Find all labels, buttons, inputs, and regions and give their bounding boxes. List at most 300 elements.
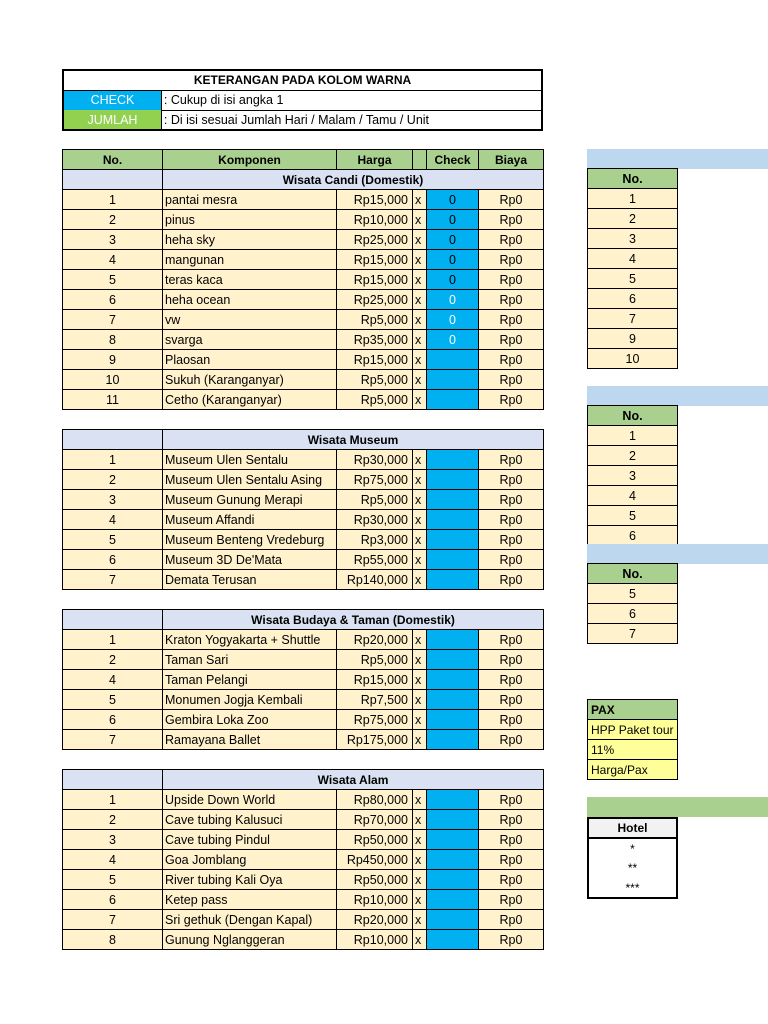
panel-header-row xyxy=(588,406,678,426)
component-name: Taman Pelangi xyxy=(163,670,337,690)
panel-header-row xyxy=(588,169,678,189)
panel-number: 4 xyxy=(588,249,678,269)
check-input[interactable]: 0 xyxy=(427,190,479,210)
table-row xyxy=(63,290,544,310)
component-name: Museum Benteng Vredeburg xyxy=(163,530,337,550)
multiply-mark: x xyxy=(413,890,427,910)
row-number: 5 xyxy=(63,870,163,890)
component-price: Rp80,000 xyxy=(337,790,413,810)
panel-row xyxy=(588,604,678,624)
row-number: 3 xyxy=(63,490,163,510)
right-panel-3 xyxy=(587,563,678,644)
spacer-cell xyxy=(63,750,544,770)
right-panel-2-bar xyxy=(587,386,768,406)
component-price: Rp5,000 xyxy=(337,390,413,410)
panel-row xyxy=(588,486,678,506)
right-panel-3-bar xyxy=(587,544,768,564)
panel-number: 4 xyxy=(588,486,678,506)
check-input[interactable] xyxy=(427,570,479,590)
row-number: 1 xyxy=(63,630,163,650)
component-name: Gembira Loka Zoo xyxy=(163,710,337,730)
row-number: 1 xyxy=(63,790,163,810)
component-cost: Rp0 xyxy=(479,450,544,470)
panel-number: 7 xyxy=(588,309,678,329)
section-spacer xyxy=(63,590,544,610)
check-input[interactable] xyxy=(427,690,479,710)
section-title: Wisata Museum xyxy=(163,430,544,450)
component-name: Upside Down World xyxy=(163,790,337,810)
component-name: Museum Ulen Sentalu Asing xyxy=(163,470,337,490)
multiply-mark: x xyxy=(413,570,427,590)
component-cost: Rp0 xyxy=(479,370,544,390)
section-no-cell xyxy=(63,170,163,190)
component-cost: Rp0 xyxy=(479,490,544,510)
component-price: Rp75,000 xyxy=(337,470,413,490)
table-row xyxy=(63,210,544,230)
row-number: 4 xyxy=(63,250,163,270)
table-row xyxy=(63,510,544,530)
legend-check-tag: CHECK xyxy=(63,90,161,110)
check-input[interactable] xyxy=(427,350,479,370)
component-name: pantai mesra xyxy=(163,190,337,210)
row-number: 8 xyxy=(63,930,163,950)
check-input[interactable] xyxy=(427,630,479,650)
component-cost: Rp0 xyxy=(479,650,544,670)
table-row xyxy=(63,330,544,350)
row-number: 2 xyxy=(63,810,163,830)
multiply-mark: x xyxy=(413,210,427,230)
component-price: Rp15,000 xyxy=(337,190,413,210)
panel-number: 3 xyxy=(588,466,678,486)
row-number: 5 xyxy=(63,270,163,290)
multiply-mark: x xyxy=(413,270,427,290)
component-cost: Rp0 xyxy=(479,470,544,490)
row-number: 6 xyxy=(63,890,163,910)
multiply-mark: x xyxy=(413,510,427,530)
table-row xyxy=(63,530,544,550)
component-name: heha ocean xyxy=(163,290,337,310)
panel-row xyxy=(588,446,678,466)
check-input[interactable] xyxy=(427,830,479,850)
table-row xyxy=(63,890,544,910)
panel-number: 6 xyxy=(588,604,678,624)
row-number: 10 xyxy=(63,370,163,390)
row-number: 6 xyxy=(63,710,163,730)
component-price: Rp5,000 xyxy=(337,490,413,510)
component-name: Kraton Yogyakarta + Shuttle xyxy=(163,630,337,650)
section-title-row xyxy=(63,170,544,190)
component-price: Rp15,000 xyxy=(337,670,413,690)
panel-row xyxy=(588,249,678,269)
check-input[interactable] xyxy=(427,530,479,550)
component-name: Monumen Jogja Kembali xyxy=(163,690,337,710)
check-input[interactable] xyxy=(427,890,479,910)
row-number: 1 xyxy=(63,450,163,470)
component-cost: Rp0 xyxy=(479,910,544,930)
component-name: Sri gethuk (Dengan Kapal) xyxy=(163,910,337,930)
table-row xyxy=(63,870,544,890)
component-price: Rp5,000 xyxy=(337,650,413,670)
component-name: Demata Terusan xyxy=(163,570,337,590)
panel-row xyxy=(588,506,678,526)
table-row xyxy=(63,270,544,290)
multiply-mark: x xyxy=(413,310,427,330)
component-price: Rp20,000 xyxy=(337,910,413,930)
multiply-mark: x xyxy=(413,450,427,470)
component-name: Goa Jomblang xyxy=(163,850,337,870)
panel-header: No. xyxy=(588,406,678,426)
color-legend xyxy=(62,69,543,131)
component-cost: Rp0 xyxy=(479,290,544,310)
panel-number: 7 xyxy=(588,624,678,644)
component-cost: Rp0 xyxy=(479,710,544,730)
check-input[interactable] xyxy=(427,850,479,870)
panel-number: 6 xyxy=(588,526,678,546)
check-input[interactable] xyxy=(427,710,479,730)
panel-row xyxy=(588,329,678,349)
check-input[interactable]: 0 xyxy=(427,230,479,250)
multiply-mark: x xyxy=(413,250,427,270)
check-input[interactable]: 0 xyxy=(427,330,479,350)
spacer-cell xyxy=(63,410,544,430)
component-name: vw xyxy=(163,310,337,330)
hotel-star-1[interactable]: * xyxy=(588,838,677,858)
check-input[interactable] xyxy=(427,370,479,390)
check-input[interactable]: 0 xyxy=(427,290,479,310)
component-price: Rp50,000 xyxy=(337,830,413,850)
table-row xyxy=(63,790,544,810)
check-input[interactable] xyxy=(427,550,479,570)
row-number: 2 xyxy=(63,470,163,490)
section-title-row xyxy=(63,770,544,790)
section-no-cell xyxy=(63,610,163,630)
panel-row xyxy=(588,269,678,289)
section-title: Wisata Budaya & Taman (Domestik) xyxy=(163,610,544,630)
table-row xyxy=(63,550,544,570)
section-title-row xyxy=(63,610,544,630)
pax-percent[interactable]: 11% xyxy=(588,740,678,760)
row-number: 4 xyxy=(63,670,163,690)
component-name: Museum Gunung Merapi xyxy=(163,490,337,510)
right-panel-1-bar xyxy=(587,149,768,169)
component-name: svarga xyxy=(163,330,337,350)
component-cost: Rp0 xyxy=(479,510,544,530)
check-input[interactable] xyxy=(427,790,479,810)
table-row xyxy=(63,450,544,470)
panel-number: 5 xyxy=(588,584,678,604)
table-row xyxy=(63,390,544,410)
component-name: pinus xyxy=(163,210,337,230)
check-input[interactable]: 0 xyxy=(427,210,479,230)
panel-row xyxy=(588,189,678,209)
component-cost: Rp0 xyxy=(479,330,544,350)
right-panel-1 xyxy=(587,168,678,369)
component-cost: Rp0 xyxy=(479,550,544,570)
row-number: 7 xyxy=(63,910,163,930)
multiply-mark: x xyxy=(413,730,427,750)
component-price: Rp30,000 xyxy=(337,510,413,530)
panel-header: No. xyxy=(588,169,678,189)
right-panel-2 xyxy=(587,405,678,546)
check-input[interactable]: 0 xyxy=(427,270,479,290)
panel-row xyxy=(588,584,678,604)
row-number: 9 xyxy=(63,350,163,370)
multiply-mark: x xyxy=(413,870,427,890)
panel-row xyxy=(588,229,678,249)
component-name: Ketep pass xyxy=(163,890,337,910)
component-price: Rp5,000 xyxy=(337,310,413,330)
component-cost: Rp0 xyxy=(479,690,544,710)
row-number: 1 xyxy=(63,190,163,210)
component-name: Cave tubing Pindul xyxy=(163,830,337,850)
table-row xyxy=(63,650,544,670)
pax-label: PAX xyxy=(588,700,678,720)
multiply-mark: x xyxy=(413,670,427,690)
hotel-star-2[interactable]: ** xyxy=(588,858,677,878)
legend-jumlah-tag: JUMLAH xyxy=(63,110,161,130)
table-row xyxy=(63,830,544,850)
multiply-mark: x xyxy=(413,290,427,310)
multiply-mark: x xyxy=(413,190,427,210)
panel-number: 2 xyxy=(588,446,678,466)
panel-number: 5 xyxy=(588,269,678,289)
check-input[interactable] xyxy=(427,390,479,410)
component-price: Rp10,000 xyxy=(337,210,413,230)
component-cost: Rp0 xyxy=(479,570,544,590)
multiply-mark: x xyxy=(413,790,427,810)
component-price: Rp70,000 xyxy=(337,810,413,830)
component-cost: Rp0 xyxy=(479,530,544,550)
component-name: heha sky xyxy=(163,230,337,250)
component-cost: Rp0 xyxy=(479,270,544,290)
multiply-mark: x xyxy=(413,810,427,830)
component-price: Rp7,500 xyxy=(337,690,413,710)
component-price: Rp30,000 xyxy=(337,450,413,470)
pax-price[interactable]: Harga/Pax xyxy=(588,760,678,780)
check-input[interactable] xyxy=(427,730,479,750)
hotel-star-3[interactable]: *** xyxy=(588,878,677,898)
component-cost: Rp0 xyxy=(479,810,544,830)
multiply-mark: x xyxy=(413,490,427,510)
row-number: 5 xyxy=(63,530,163,550)
hotel-bar xyxy=(587,797,768,817)
check-input[interactable] xyxy=(427,510,479,530)
check-input[interactable] xyxy=(427,930,479,950)
row-number: 4 xyxy=(63,510,163,530)
component-cost: Rp0 xyxy=(479,790,544,810)
row-number: 5 xyxy=(63,690,163,710)
hotel-box xyxy=(587,817,678,899)
component-cost: Rp0 xyxy=(479,310,544,330)
section-title: Wisata Alam xyxy=(163,770,544,790)
panel-number: 1 xyxy=(588,189,678,209)
panel-row xyxy=(588,289,678,309)
component-name: mangunan xyxy=(163,250,337,270)
row-number: 7 xyxy=(63,570,163,590)
panel-number: 9 xyxy=(588,329,678,349)
component-price: Rp10,000 xyxy=(337,930,413,950)
multiply-mark: x xyxy=(413,630,427,650)
component-cost: Rp0 xyxy=(479,870,544,890)
multiply-mark: x xyxy=(413,930,427,950)
header-no: No. xyxy=(63,150,163,170)
component-price: Rp175,000 xyxy=(337,730,413,750)
pax-hpp[interactable]: HPP Paket tour xyxy=(588,720,678,740)
row-number: 7 xyxy=(63,310,163,330)
component-price: Rp25,000 xyxy=(337,230,413,250)
legend-check-desc: : Cukup di isi angka 1 xyxy=(161,90,542,110)
multiply-mark: x xyxy=(413,230,427,250)
panel-header: No. xyxy=(588,564,678,584)
section-title-row xyxy=(63,430,544,450)
component-cost: Rp0 xyxy=(479,830,544,850)
table-row xyxy=(63,230,544,250)
check-input[interactable] xyxy=(427,470,479,490)
section-spacer xyxy=(63,750,544,770)
section-spacer xyxy=(63,410,544,430)
check-input[interactable] xyxy=(427,670,479,690)
component-cost: Rp0 xyxy=(479,250,544,270)
panel-row xyxy=(588,309,678,329)
component-price: Rp5,000 xyxy=(337,370,413,390)
component-name: Cetho (Karanganyar) xyxy=(163,390,337,410)
multiply-mark: x xyxy=(413,530,427,550)
legend-jumlah-desc: : Di isi sesuai Jumlah Hari / Malam / Tamu / Unit xyxy=(161,110,542,130)
component-price: Rp25,000 xyxy=(337,290,413,310)
component-cost: Rp0 xyxy=(479,850,544,870)
table-row xyxy=(63,310,544,330)
panel-number: 6 xyxy=(588,289,678,309)
section-title: Wisata Candi (Domestik) xyxy=(163,170,544,190)
row-number: 3 xyxy=(63,830,163,850)
component-name: Taman Sari xyxy=(163,650,337,670)
check-input[interactable] xyxy=(427,650,479,670)
table-row xyxy=(63,570,544,590)
multiply-mark: x xyxy=(413,330,427,350)
table-row xyxy=(63,910,544,930)
header-harga: Harga xyxy=(337,150,413,170)
table-row xyxy=(63,710,544,730)
component-name: Museum Ulen Sentalu xyxy=(163,450,337,470)
table-row xyxy=(63,730,544,750)
multiply-mark: x xyxy=(413,390,427,410)
component-price: Rp55,000 xyxy=(337,550,413,570)
component-cost: Rp0 xyxy=(479,190,544,210)
section-no-cell xyxy=(63,430,163,450)
panel-row xyxy=(588,526,678,546)
header-x xyxy=(413,150,427,170)
row-number: 11 xyxy=(63,390,163,410)
component-price: Rp50,000 xyxy=(337,870,413,890)
row-number: 4 xyxy=(63,850,163,870)
table-row xyxy=(63,190,544,210)
table-row xyxy=(63,930,544,950)
row-number: 8 xyxy=(63,330,163,350)
component-name: Sukuh (Karanganyar) xyxy=(163,370,337,390)
multiply-mark: x xyxy=(413,850,427,870)
component-cost: Rp0 xyxy=(479,730,544,750)
table-row xyxy=(63,850,544,870)
table-row xyxy=(63,690,544,710)
table-row xyxy=(63,490,544,510)
panel-row xyxy=(588,624,678,644)
check-input[interactable]: 0 xyxy=(427,310,479,330)
panel-row xyxy=(588,349,678,369)
multiply-mark: x xyxy=(413,650,427,670)
component-sheet xyxy=(62,149,544,950)
panel-row xyxy=(588,426,678,446)
check-input[interactable]: 0 xyxy=(427,250,479,270)
component-price: Rp20,000 xyxy=(337,630,413,650)
header-biaya: Biaya xyxy=(479,150,544,170)
table-row xyxy=(63,470,544,490)
multiply-mark: x xyxy=(413,350,427,370)
component-cost: Rp0 xyxy=(479,630,544,650)
panel-row xyxy=(588,466,678,486)
check-input[interactable] xyxy=(427,450,479,470)
component-name: teras kaca xyxy=(163,270,337,290)
component-cost: Rp0 xyxy=(479,230,544,250)
panel-number: 5 xyxy=(588,506,678,526)
row-number: 6 xyxy=(63,550,163,570)
panel-number: 1 xyxy=(588,426,678,446)
table-row xyxy=(63,810,544,830)
panel-number: 2 xyxy=(588,209,678,229)
pax-box xyxy=(587,699,678,780)
sheet-header-row xyxy=(63,150,544,170)
component-cost: Rp0 xyxy=(479,350,544,370)
row-number: 2 xyxy=(63,650,163,670)
check-input[interactable] xyxy=(427,910,479,930)
hotel-header: Hotel xyxy=(588,818,677,838)
table-row xyxy=(63,350,544,370)
component-cost: Rp0 xyxy=(479,390,544,410)
multiply-mark: x xyxy=(413,470,427,490)
row-number: 7 xyxy=(63,730,163,750)
component-cost: Rp0 xyxy=(479,210,544,230)
component-name: River tubing Kali Oya xyxy=(163,870,337,890)
check-input[interactable] xyxy=(427,870,479,890)
legend-title: KETERANGAN PADA KOLOM WARNA xyxy=(63,70,542,90)
multiply-mark: x xyxy=(413,910,427,930)
component-cost: Rp0 xyxy=(479,930,544,950)
panel-row xyxy=(588,209,678,229)
spacer-cell xyxy=(63,590,544,610)
component-name: Museum 3D De'Mata xyxy=(163,550,337,570)
row-number: 6 xyxy=(63,290,163,310)
component-price: Rp10,000 xyxy=(337,890,413,910)
component-price: Rp75,000 xyxy=(337,710,413,730)
table-row xyxy=(63,250,544,270)
panel-header-row xyxy=(588,564,678,584)
row-number: 2 xyxy=(63,210,163,230)
multiply-mark: x xyxy=(413,370,427,390)
component-name: Gunung Nglanggeran xyxy=(163,930,337,950)
component-price: Rp15,000 xyxy=(337,250,413,270)
check-input[interactable] xyxy=(427,490,479,510)
check-input[interactable] xyxy=(427,810,479,830)
section-no-cell xyxy=(63,770,163,790)
component-name: Plaosan xyxy=(163,350,337,370)
header-komponen: Komponen xyxy=(163,150,337,170)
component-cost: Rp0 xyxy=(479,670,544,690)
multiply-mark: x xyxy=(413,830,427,850)
table-row xyxy=(63,630,544,650)
table-row xyxy=(63,670,544,690)
table-row xyxy=(63,370,544,390)
component-cost: Rp0 xyxy=(479,890,544,910)
component-name: Cave tubing Kalusuci xyxy=(163,810,337,830)
